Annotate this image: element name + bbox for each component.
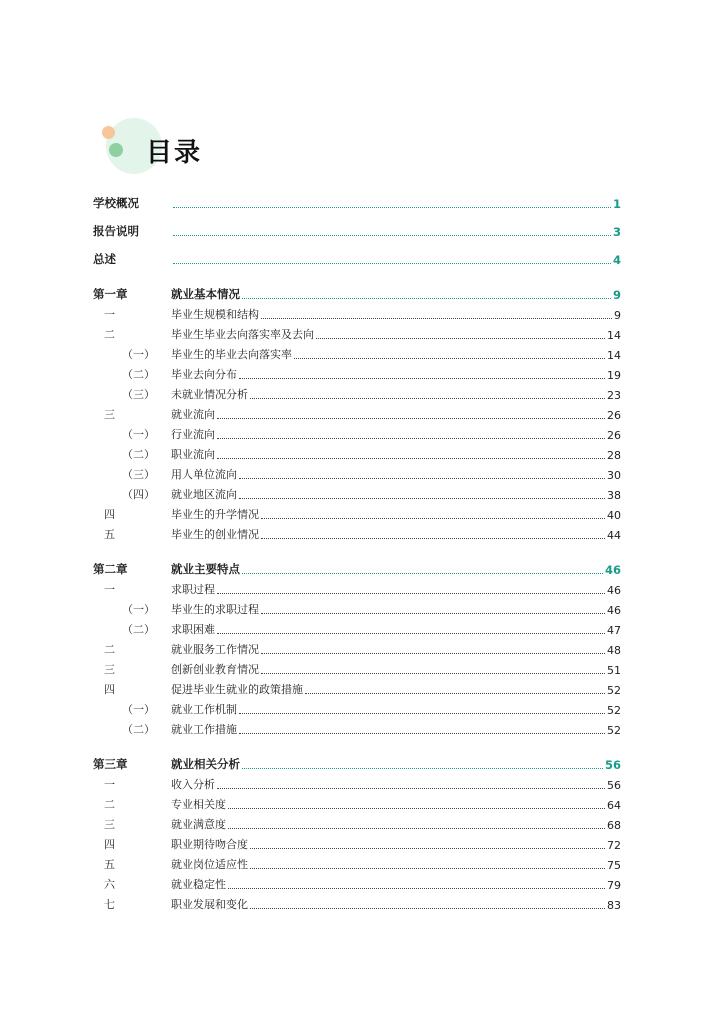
toc-entry-label: 职业发展和变化 — [171, 898, 248, 911]
toc-entry-number: 第一章 — [93, 287, 128, 301]
toc-entry-label: 就业岗位适应性 — [171, 858, 248, 871]
toc-entry-page: 40 — [607, 509, 621, 522]
toc-entry-label: 毕业生的创业情况 — [171, 528, 259, 541]
toc-leader-dots — [217, 592, 605, 594]
toc-leader-dots — [250, 847, 605, 849]
toc-entry-label: 创新创业教育情况 — [171, 663, 259, 676]
toc-entry[interactable] — [93, 792, 621, 812]
toc-entry-number: （四） — [122, 488, 155, 501]
toc-entry[interactable] — [93, 342, 621, 362]
toc-leader-dots — [217, 632, 605, 634]
toc-entry-number: 报告说明 — [93, 224, 139, 238]
toc-entry-page: 51 — [607, 664, 621, 677]
toc-entry-label: 就业服务工作情况 — [171, 643, 259, 656]
toc-leader-dots — [250, 907, 605, 909]
toc-header — [96, 118, 296, 188]
toc-entry-page: 9 — [612, 288, 621, 302]
toc-entry-number: （一） — [122, 348, 155, 361]
toc-entry[interactable] — [93, 275, 621, 302]
toc-entry-label: 就业满意度 — [171, 818, 226, 831]
toc-entry-number: （二） — [122, 368, 155, 381]
toc-leader-dots — [173, 234, 611, 236]
toc-entry-number: 三 — [104, 818, 115, 831]
toc-entry-page: 68 — [607, 819, 621, 832]
toc-entry[interactable] — [93, 637, 621, 657]
toc-entry-number: 六 — [104, 878, 115, 891]
toc-entry-page: 56 — [607, 779, 621, 792]
toc-entry-page: 46 — [607, 584, 621, 597]
toc-entry[interactable] — [93, 482, 621, 502]
toc-entry-number: （二） — [122, 448, 155, 461]
decorative-circle-orange — [102, 126, 115, 139]
toc-entry[interactable] — [93, 852, 621, 872]
toc-entry-label: 毕业生毕业去向落实率及去向 — [171, 328, 314, 341]
toc-leader-dots — [242, 572, 603, 574]
toc-entry[interactable] — [93, 442, 621, 462]
toc-leader-dots — [305, 692, 605, 694]
toc-entry-page: 4 — [612, 253, 621, 267]
toc-leader-dots — [261, 517, 605, 519]
toc-entry-label: 就业地区流向 — [171, 488, 237, 501]
toc-leader-dots — [294, 357, 605, 359]
toc-entry-page: 64 — [607, 799, 621, 812]
toc-leader-dots — [250, 397, 605, 399]
toc-entry-number: 五 — [104, 528, 115, 541]
toc-entry[interactable] — [93, 597, 621, 617]
toc-entry[interactable] — [93, 697, 621, 717]
toc-entry-page: 52 — [607, 704, 621, 717]
toc-leader-dots — [250, 867, 605, 869]
toc-entry-number: 七 — [104, 898, 115, 911]
toc-entry[interactable] — [93, 745, 621, 772]
toc-entry[interactable] — [93, 239, 621, 267]
toc-entry-number: 二 — [104, 798, 115, 811]
toc-leader-dots — [217, 437, 605, 439]
toc-leader-dots — [261, 537, 605, 539]
toc-entry-page: 28 — [607, 449, 621, 462]
toc-entry[interactable] — [93, 502, 621, 522]
toc-entry-page: 14 — [607, 329, 621, 342]
toc-entry-label: 职业期待吻合度 — [171, 838, 248, 851]
toc-entry-page: 1 — [612, 197, 621, 211]
toc-entry-number: 总述 — [93, 252, 116, 266]
toc-entry-label: 就业稳定性 — [171, 878, 226, 891]
toc-entry-label: 收入分析 — [171, 778, 215, 791]
toc-entry[interactable] — [93, 812, 621, 832]
toc-entry-label: 未就业情况分析 — [171, 388, 248, 401]
page-title: 目录 — [146, 138, 203, 168]
toc-leader-dots — [261, 317, 612, 319]
toc-entry-number: 四 — [104, 838, 115, 851]
toc-entry-number: 四 — [104, 683, 115, 696]
toc-leader-dots — [217, 457, 605, 459]
toc-leader-dots — [228, 827, 605, 829]
toc-entry-page: 19 — [607, 369, 621, 382]
table-of-contents — [93, 183, 621, 912]
toc-leader-dots — [242, 767, 603, 769]
toc-entry-page: 72 — [607, 839, 621, 852]
toc-leader-dots — [239, 477, 605, 479]
toc-leader-dots — [228, 807, 605, 809]
toc-entry-page: 23 — [607, 389, 621, 402]
toc-entry-label: 促进毕业生就业的政策措施 — [171, 683, 303, 696]
toc-entry-page: 46 — [604, 563, 621, 577]
toc-entry-label: 就业基本情况 — [171, 287, 240, 301]
toc-entry[interactable] — [93, 617, 621, 637]
toc-entry-page: 52 — [607, 724, 621, 737]
toc-entry-number: （一） — [122, 703, 155, 716]
toc-leader-dots — [217, 417, 605, 419]
toc-entry[interactable] — [93, 302, 621, 322]
toc-entry-number: （三） — [122, 388, 155, 401]
toc-entry-label: 求职过程 — [171, 583, 215, 596]
toc-leader-dots — [261, 672, 605, 674]
toc-entry-page: 14 — [607, 349, 621, 362]
toc-entry-page: 79 — [607, 879, 621, 892]
toc-entry[interactable] — [93, 872, 621, 892]
toc-entry-label: 专业相关度 — [171, 798, 226, 811]
toc-entry-number: 第三章 — [93, 757, 128, 771]
toc-entry-page: 9 — [614, 309, 621, 322]
toc-entry-label: 就业主要特点 — [171, 562, 240, 576]
toc-entry-label: 职业流向 — [171, 448, 215, 461]
toc-leader-dots — [239, 712, 605, 714]
toc-entry-label: 用人单位流向 — [171, 468, 237, 481]
toc-entry[interactable] — [93, 402, 621, 422]
toc-entry-number: （一） — [122, 603, 155, 616]
toc-entry-number: 二 — [104, 643, 115, 656]
decorative-circle-green — [109, 143, 123, 157]
toc-entry-label: 毕业去向分布 — [171, 368, 237, 381]
toc-entry-label: 就业工作机制 — [171, 703, 237, 716]
toc-entry-number: 一 — [104, 308, 115, 321]
toc-entry-page: 30 — [607, 469, 621, 482]
toc-entry[interactable] — [93, 522, 621, 542]
toc-entry[interactable] — [93, 577, 621, 597]
toc-entry-label: 毕业生的升学情况 — [171, 508, 259, 521]
toc-leader-dots — [316, 337, 605, 339]
toc-entry-number: 四 — [104, 508, 115, 521]
toc-entry[interactable] — [93, 183, 621, 211]
toc-leader-dots — [242, 297, 611, 299]
toc-leader-dots — [239, 377, 605, 379]
toc-entry-page: 26 — [607, 429, 621, 442]
toc-leader-dots — [217, 787, 605, 789]
toc-entry-number: 三 — [104, 408, 115, 421]
toc-entry[interactable] — [93, 382, 621, 402]
toc-entry[interactable] — [93, 772, 621, 792]
toc-leader-dots — [173, 262, 611, 264]
toc-entry[interactable] — [93, 550, 621, 577]
toc-entry-page: 3 — [612, 225, 621, 239]
toc-entry[interactable] — [93, 211, 621, 239]
toc-entry-number: （二） — [122, 723, 155, 736]
toc-entry-page: 75 — [607, 859, 621, 872]
toc-entry-label: 就业流向 — [171, 408, 215, 421]
toc-entry-number: （三） — [122, 468, 155, 481]
toc-entry-page: 52 — [607, 684, 621, 697]
toc-entry-label: 就业相关分析 — [171, 757, 240, 771]
toc-entry[interactable] — [93, 422, 621, 442]
toc-entry-number: 学校概况 — [93, 196, 139, 210]
toc-entry-label: 行业流向 — [171, 428, 215, 441]
toc-leader-dots — [228, 887, 605, 889]
toc-leader-dots — [261, 612, 605, 614]
toc-entry-number: 第二章 — [93, 562, 128, 576]
toc-entry[interactable] — [93, 322, 621, 342]
toc-entry[interactable] — [93, 677, 621, 697]
toc-entry-number: （一） — [122, 428, 155, 441]
toc-entry-label: 毕业生规模和结构 — [171, 308, 259, 321]
toc-entry[interactable] — [93, 657, 621, 677]
toc-entry-label: 求职困难 — [171, 623, 215, 636]
toc-entry[interactable] — [93, 717, 621, 737]
toc-entry[interactable] — [93, 892, 621, 912]
toc-entry-page: 48 — [607, 644, 621, 657]
toc-entry-page: 38 — [607, 489, 621, 502]
toc-leader-dots — [173, 206, 611, 208]
toc-entry-page: 83 — [607, 899, 621, 912]
toc-entry-number: 五 — [104, 858, 115, 871]
toc-entry-page: 44 — [607, 529, 621, 542]
toc-entry[interactable] — [93, 362, 621, 382]
toc-entry-number: 三 — [104, 663, 115, 676]
toc-entry[interactable] — [93, 462, 621, 482]
toc-entry-page: 47 — [607, 624, 621, 637]
toc-entry-label: 毕业生的毕业去向落实率 — [171, 348, 292, 361]
toc-entry-page: 26 — [607, 409, 621, 422]
toc-leader-dots — [239, 497, 605, 499]
toc-leader-dots — [239, 732, 605, 734]
toc-entry-number: 二 — [104, 328, 115, 341]
toc-entry-number: （二） — [122, 623, 155, 636]
toc-entry-label: 毕业生的求职过程 — [171, 603, 259, 616]
toc-entry-page: 56 — [604, 758, 621, 772]
toc-entry[interactable] — [93, 832, 621, 852]
toc-entry-number: 一 — [104, 583, 115, 596]
toc-entry-number: 一 — [104, 778, 115, 791]
toc-entry-label: 就业工作措施 — [171, 723, 237, 736]
toc-entry-page: 46 — [607, 604, 621, 617]
toc-leader-dots — [261, 652, 605, 654]
